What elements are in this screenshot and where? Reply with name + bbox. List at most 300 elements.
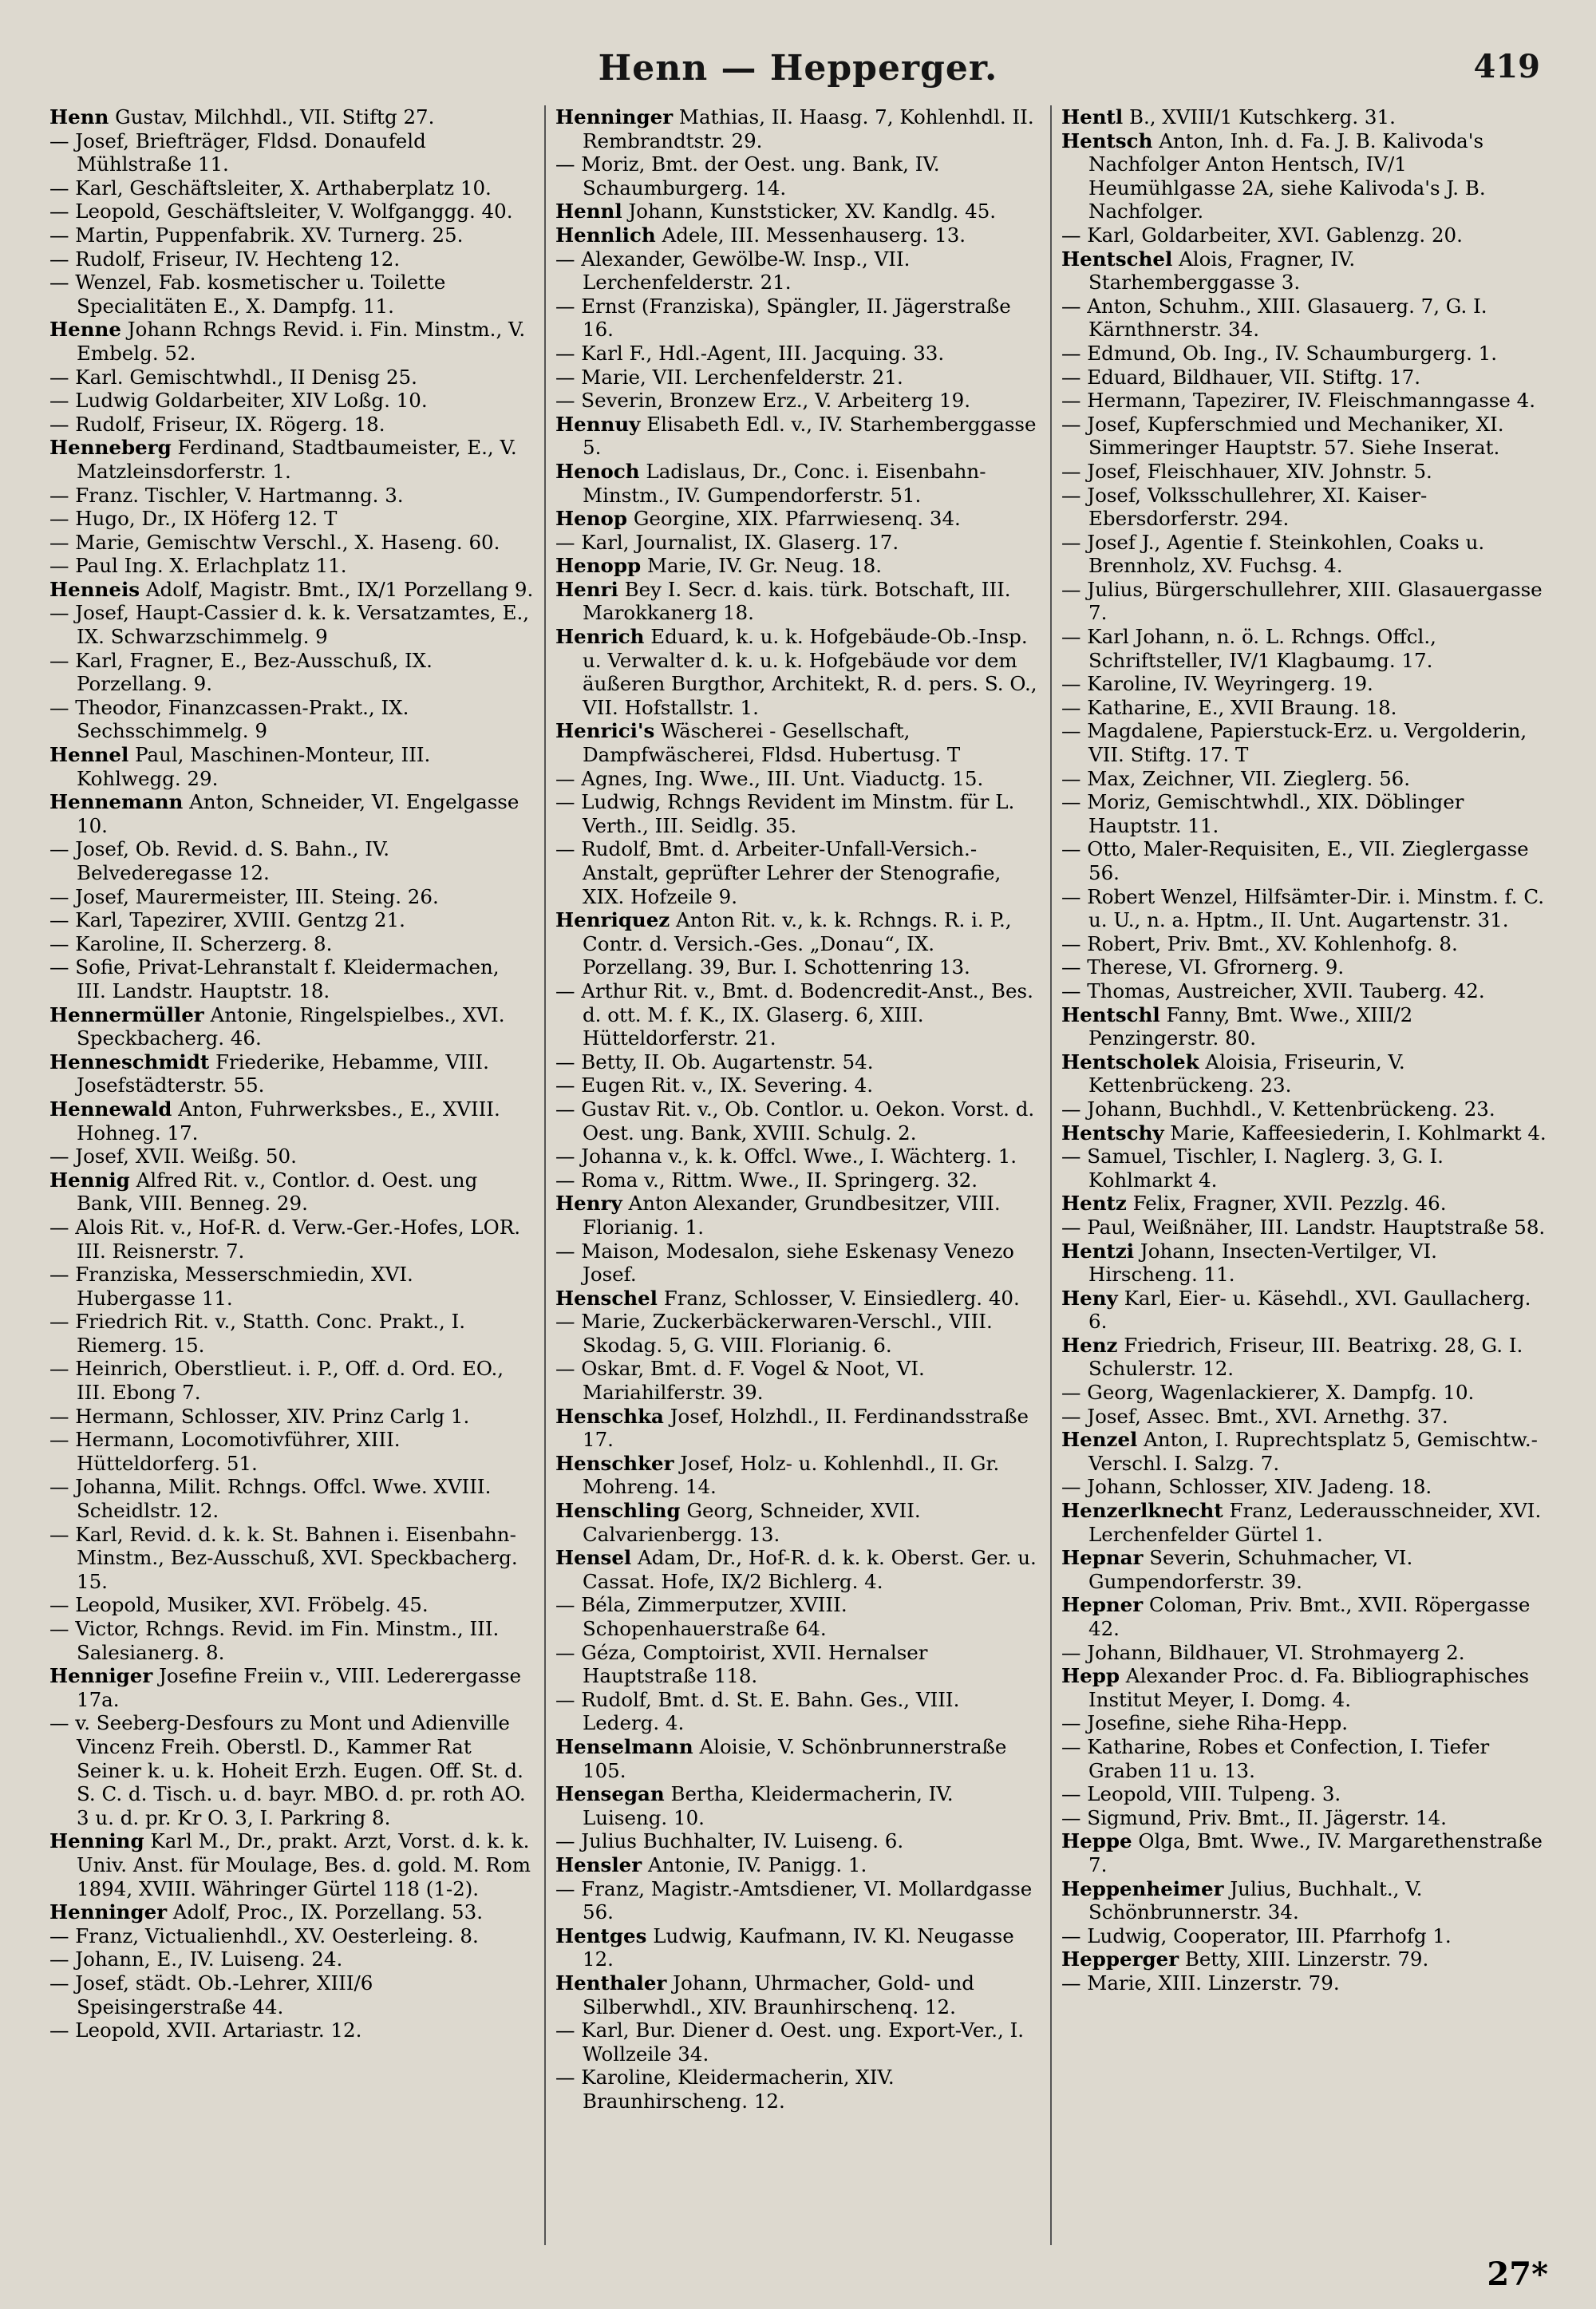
directory-entry	[1061, 1971, 1547, 1995]
directory-entry	[49, 223, 535, 247]
entry-text: — v. Seeberg-Desfours zu Mont und Adienville Vincenz Freih. Oberstl. D., Kammer Rat Seiner k. u. k. Hoheit Erzh. Eugen. Off. St. d. S. C. d. Tisch. u. d. bayr. MBO. d. pr. roth AO. 3 u. d. pr. Kr O. 3, I. Parkring 8.	[49, 1711, 526, 1829]
directory-entry	[1061, 460, 1547, 484]
entry-text: — Roma v., Rittm. Wwe., II. Springerg. 32.	[555, 1168, 978, 1192]
directory-entry	[1061, 837, 1547, 884]
directory-entry	[49, 1263, 535, 1310]
entry-surname: Hennemann	[49, 790, 184, 814]
entry-text: — Edmund, Ob. Ing., IV. Schaumburgerg. 1.	[1061, 341, 1498, 365]
entry-text: — Johann, Buchhdl., V. Kettenbrückeng. 23.	[1061, 1097, 1495, 1121]
entry-text: — Karl F., Hdl.-Agent, III. Jacquing. 33.	[555, 341, 945, 365]
directory-entry	[555, 1735, 1041, 1782]
entry-text: Adele, III. Messenhauserg. 13.	[662, 223, 966, 247]
directory-entry	[49, 1475, 535, 1522]
directory-entry	[49, 1405, 535, 1429]
directory-entry	[555, 1145, 1041, 1168]
entry-text: — Karl, Geschäftsleiter, X. Arthaberplatz 10.	[49, 176, 492, 200]
entry-surname: Henne	[49, 318, 121, 342]
directory-entry	[49, 1711, 535, 1829]
column-3	[1052, 105, 1556, 2245]
entry-text: — Ludwig, Rchngs Revident im Minstm. für L. Verth., III. Seidlg. 35.	[555, 790, 1015, 837]
directory-entry	[555, 1593, 1041, 1640]
entry-text: — Eduard, Bildhauer, VII. Stiftg. 17.	[1061, 365, 1421, 389]
entry-text: — Josef, Assec. Bmt., XVI. Arnethg. 37.	[1061, 1404, 1448, 1428]
entry-surname: Hennewald	[49, 1097, 172, 1121]
entry-text: Anton Rit. v., k. k. Rchngs. R. i. P., Contr. d. Versich.-Ges. „Donau“, IX. Porzellang. 39, Bur. I. Schottenring 13.	[583, 908, 1012, 979]
entry-text: — Rudolf, Friseur, IV. Hechteng 12.	[49, 247, 401, 271]
entry-text: — Moriz, Gemischtwhdl., XIX. Döblinger Hauptstr. 11.	[1061, 790, 1464, 837]
directory-entry	[555, 389, 1041, 413]
directory-entry	[1061, 767, 1547, 791]
entry-text: Ladislaus, Dr., Conc. i. Eisenbahn-Minstm., IV. Gumpendorferstr. 51.	[583, 459, 986, 507]
entry-surname: Henthaler	[555, 1971, 667, 1995]
directory-entry	[49, 908, 535, 932]
directory-entry	[555, 295, 1041, 342]
directory-entry	[555, 152, 1041, 200]
entry-text: Aloisie, V. Schönbrunnerstraße 105.	[583, 1734, 1007, 1782]
directory-entry	[49, 247, 535, 271]
entry-text: Felix, Fragner, XVII. Pezzlg. 46.	[1132, 1192, 1447, 1216]
page-title: Henn — Hepperger.	[598, 48, 998, 89]
entry-text: — Johanna v., k. k. Offcl. Wwe., I. Wächterg. 1.	[555, 1145, 1017, 1168]
directory-entry	[1061, 1829, 1547, 1876]
directory-entry	[555, 1499, 1041, 1546]
entry-text: Coloman, Priv. Bmt., XVII. Röpergasse 42.	[1088, 1593, 1531, 1640]
directory-entry	[1061, 247, 1547, 295]
entry-text: Anton, Schneider, VI. Engelgasse 10.	[77, 790, 519, 837]
directory-entry	[49, 1947, 535, 1971]
directory-entry	[49, 413, 535, 437]
directory-entry	[1061, 1546, 1547, 1593]
entry-surname: Henrici's	[555, 719, 655, 743]
directory-entry	[555, 1240, 1041, 1287]
entry-text: — Josef, Kupferschmied und Mechaniker, XI. Simmeringer Hauptstr. 57. Siehe Inserat.	[1061, 412, 1504, 460]
entry-text: Alfred Rit. v., Contlor. d. Oest. ung Bank, VIII. Benneg. 29.	[77, 1168, 478, 1216]
entry-surname: Hentschel	[1061, 247, 1173, 271]
entry-text: — Leopold, Musiker, XVI. Fröbelg. 45.	[49, 1593, 429, 1617]
directory-entry	[49, 1145, 535, 1168]
directory-entry	[555, 625, 1041, 719]
entry-text: Anton Alexander, Grundbesitzer, VIII. Florianig. 1.	[583, 1192, 1001, 1239]
entry-text: Marie, Kaffeesiederin, I. Kohlmarkt 4.	[1170, 1121, 1547, 1145]
entry-text: — Hermann, Locomotivführer, XIII. Hütteldorferg. 51.	[49, 1428, 401, 1475]
entry-text: — Rudolf, Bmt. d. St. E. Bahn. Ges., VIII. Lederg. 4.	[555, 1687, 960, 1735]
entry-text: Betty, XIII. Linzerstr. 79.	[1184, 1947, 1429, 1971]
entry-text: — Josef, Volksschullehrer, XI. Kaiser-Ebersdorferstr. 294.	[1061, 483, 1428, 531]
entry-surname: Henneschmidt	[49, 1050, 210, 1073]
entry-text: Johann Rchngs Revid. i. Fin. Minstm., V. Embelg. 52.	[77, 318, 526, 365]
directory-entry	[49, 389, 535, 413]
entry-text: — Alois Rit. v., Hof-R. d. Verw.-Ger.-Hofes, LOR. III. Reisnerstr. 7.	[49, 1215, 520, 1263]
directory-entry	[49, 1003, 535, 1050]
entry-text: — Oskar, Bmt. d. F. Vogel & Noot, VI. Mariahilferstr. 39.	[555, 1357, 925, 1405]
directory-entry	[1061, 1240, 1547, 1287]
entry-text: — Karoline, IV. Weyringerg. 19.	[1061, 672, 1373, 696]
entry-surname: Hensel	[555, 1546, 632, 1570]
entry-text: Antonie, IV. Panigg. 1.	[647, 1852, 867, 1876]
entry-surname: Hennermüller	[49, 1002, 204, 1026]
directory-entry	[49, 1617, 535, 1664]
directory-entry	[555, 531, 1041, 555]
entry-text: — Victor, Rchngs. Revid. im Fin. Minstm., III. Salesianerg. 8.	[49, 1617, 500, 1664]
column-2	[546, 105, 1052, 2245]
directory-entry	[49, 484, 535, 508]
directory-entry	[1061, 413, 1547, 460]
entry-text: B., XVIII/1 Kutschkerg. 31.	[1128, 105, 1396, 128]
entry-text: Antonie, Ringelspielbes., XVI. Speckbacherg. 46.	[77, 1002, 505, 1050]
entry-surname: Hensler	[555, 1852, 642, 1876]
directory-entry	[1061, 1145, 1547, 1192]
directory-entry	[49, 271, 535, 318]
page-header	[40, 48, 1556, 96]
directory-entry	[555, 1452, 1041, 1499]
directory-entry	[555, 1924, 1041, 1971]
directory-entry	[1061, 531, 1547, 578]
entry-surname: Heppenheimer	[1061, 1876, 1224, 1900]
entry-text: — Béla, Zimmerputzer, XVIII. Schopenhauerstraße 64.	[555, 1593, 847, 1640]
entry-text: — Rudolf, Friseur, IX. Rögerg. 18.	[49, 412, 385, 436]
entry-text: — Paul, Weißnäher, III. Landstr. Hauptstraße 58.	[1061, 1215, 1546, 1239]
entry-text: — Anton, Schuhm., XIII. Glasauerg. 7, G. I. Kärnthnerstr. 34.	[1061, 294, 1487, 342]
directory-entry	[555, 1192, 1041, 1239]
directory-entry	[1061, 1381, 1547, 1405]
directory-entry	[555, 1405, 1041, 1452]
entry-text: — Karl, Goldarbeiter, XVI. Gablenzg. 20.	[1061, 223, 1463, 247]
directory-entry	[1061, 1947, 1547, 1971]
directory-entry	[1061, 105, 1547, 129]
directory-entry	[555, 2018, 1041, 2066]
entry-surname: Henschker	[555, 1451, 674, 1475]
entry-text: — Wenzel, Fab. kosmetischer u. Toilette Specialitäten E., X. Dampfg. 11.	[49, 271, 446, 318]
entry-text: — Josef, Fleischhauer, XIV. Johnstr. 5.	[1061, 459, 1432, 483]
entry-text: Georg, Schneider, XVII. Calvarienbergg. 13.	[583, 1499, 921, 1546]
entry-text: Bertha, Kleidermacherin, IV. Luiseng. 10.	[583, 1782, 954, 1829]
entry-surname: Hentsch	[1061, 128, 1153, 152]
entry-text: — Rudolf, Bmt. d. Arbeiter-Unfall-Versich.-Anstalt, geprüfter Lehrer der Stenografie, XIX. Hofzeile 9.	[555, 837, 1001, 908]
entry-surname: Heny	[1061, 1286, 1118, 1310]
directory-entry	[555, 366, 1041, 389]
entry-surname: Hepnar	[1061, 1546, 1144, 1570]
directory-entry	[49, 955, 535, 1002]
entry-text: — Sofie, Privat-Lehranstalt f. Kleidermachen, III. Landstr. Hauptstr. 18.	[49, 955, 500, 1002]
directory-entry	[49, 885, 535, 909]
directory-entry	[49, 129, 535, 176]
entry-surname: Henriquez	[555, 908, 670, 932]
directory-entry	[1061, 1121, 1547, 1145]
entry-text: — Heinrich, Oberstlieut. i. P., Off. d. Ord. EO., III. Ebong 7.	[49, 1357, 504, 1405]
entry-text: — Moriz, Bmt. der Oest. ung. Bank, IV. Schaumburgerg. 14.	[555, 152, 940, 200]
entry-text: — Arthur Rit. v., Bmt. d. Bodencredit-Anst., Bes. d. ott. M. f. K., IX. Glaserg. 6, XIII. Hütteldorferstr. 21.	[555, 979, 1033, 1050]
entry-surname: Henry	[555, 1192, 622, 1216]
directory-entry	[49, 1310, 535, 1357]
entry-text: — Marie, Zuckerbäckerwaren-Verschl., VIII. Skodag. 5, G. VIII. Florianig. 6.	[555, 1310, 993, 1357]
entry-text: — Josef, städt. Ob.-Lehrer, XIII/6 Speisingerstraße 44.	[49, 1971, 373, 2018]
entry-text: Johann, Uhrmacher, Gold- und Silberwhdl., XIV. Braunhirschenq. 12.	[583, 1971, 974, 2018]
directory-entry	[49, 554, 535, 578]
entry-text: — Karl, Tapezirer, XVIII. Gentzg 21.	[49, 908, 405, 932]
entry-text: — Josef, Maurermeister, III. Steing. 26.	[49, 884, 439, 908]
entry-text: Josef, Holzhdl., II. Ferdinandsstraße 17.	[583, 1404, 1029, 1452]
entry-surname: Henning	[49, 1829, 144, 1853]
entry-text: — Karl. Gemischtwhdl., II Denisg 25.	[49, 365, 417, 389]
entry-surname: Hentl	[1061, 105, 1124, 128]
directory-entry	[555, 1310, 1041, 1357]
directory-entry	[49, 837, 535, 884]
entry-surname: Henoch	[555, 459, 640, 483]
entry-surname: Hensegan	[555, 1782, 665, 1806]
entry-surname: Henninger	[49, 1900, 168, 1924]
entry-text: Karl M., Dr., prakt. Arzt, Vorst. d. k. k. Univ. Anst. für Moulage, Bes. d. gold. M. Rom 1894, XVIII. Währinger Gürtel 118 (1-2).	[77, 1829, 531, 1900]
directory-entry	[49, 2018, 535, 2042]
entry-text: — Ernst (Franziska), Spängler, II. Jägerstraße 16.	[555, 294, 1011, 342]
directory-entry	[1061, 1877, 1547, 1924]
entry-text: — Karl, Fragner, E., Bez-Ausschuß, IX. Porzellang. 9.	[49, 648, 433, 696]
entry-text: Adolf, Magistr. Bmt., IX/1 Porzellang 9.	[145, 577, 534, 601]
entry-text: Mathias, II. Haasg. 7, Kohlenhdl. II. Rembrandtstr. 29.	[583, 105, 1034, 152]
entry-text: — Georg, Wagenlackierer, X. Dampfg. 10.	[1061, 1381, 1475, 1405]
entry-text: — Géza, Comptoirist, XVII. Hernalser Hauptstraße 118.	[555, 1640, 928, 1688]
entry-text: Josef, Holz- u. Kohlenhdl., II. Gr. Mohreng. 14.	[583, 1451, 1000, 1499]
directory-entry	[49, 1593, 535, 1617]
entry-text: — Paul Ing. X. Erlachplatz 11.	[49, 554, 347, 578]
directory-entry	[1061, 1735, 1547, 1782]
entry-text: — Johann, Bildhauer, VI. Strohmayerg 2.	[1061, 1640, 1465, 1664]
entry-text: Wäscherei - Gesellschaft, Dampfwäscherei, Fldsd. Hubertusg. T	[583, 719, 961, 767]
entry-text: — Betty, II. Ob. Augartenstr. 54.	[555, 1050, 874, 1073]
directory-entry	[1061, 1664, 1547, 1711]
directory-entry	[555, 460, 1041, 507]
directory-entry	[1061, 719, 1547, 766]
entry-surname: Henneberg	[49, 436, 172, 460]
directory-entry	[49, 1428, 535, 1475]
directory-entry	[49, 696, 535, 743]
entry-text: Anton, Inh. d. Fa. J. B. Kalivoda's Nachfolger Anton Hentsch, IV/1 Heumühlgasse 2A, siehe Kalivoda's J. B. Nachfolger.	[1088, 128, 1486, 223]
directory-entry	[555, 1287, 1041, 1311]
directory-entry	[1061, 1428, 1547, 1475]
entry-surname: Henop	[555, 507, 628, 531]
entry-surname: Henninger	[555, 105, 674, 128]
entry-text: — Julius, Bürgerschullehrer, XIII. Glasauergasse 7.	[1061, 577, 1543, 625]
directory-entry	[555, 1829, 1041, 1853]
column-1	[40, 105, 546, 2245]
directory-entry	[1061, 1003, 1547, 1050]
entry-text: — Agnes, Ing. Wwe., III. Unt. Viaductg. 15.	[555, 766, 984, 790]
directory-entry	[1061, 1216, 1547, 1240]
directory-entry	[49, 1900, 535, 1924]
entry-text: Julius, Buchhalt., V. Schönbrunnerstr. 34.	[1088, 1876, 1423, 1924]
directory-entry	[1061, 885, 1547, 932]
entry-text: — Johann, Schlosser, XIV. Jadeng. 18.	[1061, 1475, 1432, 1499]
entry-text: Elisabeth Edl. v., IV. Starhemberggasse 5.	[583, 412, 1037, 460]
entry-text: — Karl, Bur. Diener d. Oest. ung. Export-Ver., I. Wollzeile 34.	[555, 2018, 1025, 2066]
entry-surname: Henschling	[555, 1499, 681, 1523]
directory-entry	[555, 1073, 1041, 1097]
entry-text: — Therese, VI. Gfrornerg. 9.	[1061, 955, 1345, 979]
directory-entry	[1061, 342, 1547, 366]
directory-entry	[1061, 129, 1547, 223]
directory-entry	[1061, 1405, 1547, 1429]
directory-entry	[555, 1641, 1041, 1688]
entry-text: Karl, Eier- u. Käsehdl., XVI. Gaullacherg. 6.	[1088, 1286, 1531, 1334]
page-number: 419	[1473, 48, 1540, 85]
entry-surname: Hennuy	[555, 412, 641, 436]
directory-entry	[49, 649, 535, 696]
entry-text: — Josefine, siehe Riha-Hepp.	[1061, 1711, 1349, 1735]
directory-entry	[1061, 1475, 1547, 1499]
directory-entry	[49, 1829, 535, 1900]
entry-text: — Leopold, XVII. Artariastr. 12.	[49, 2018, 362, 2042]
entry-text: — Johann, E., IV. Luiseng. 24.	[49, 1947, 343, 1971]
entry-surname: Hennlich	[555, 223, 656, 247]
entry-text: — Karl, Revid. d. k. k. St. Bahnen i. Eisenbahn-Minstm., Bez-Ausschuß, XVI. Speckbacherg. 15.	[49, 1522, 518, 1593]
directory-entry	[1061, 366, 1547, 389]
directory-entry	[555, 200, 1041, 223]
entry-text: Aloisia, Friseurin, V. Kettenbrückeng. 23.	[1088, 1050, 1405, 1097]
directory-entry	[49, 200, 535, 223]
directory-entry	[49, 105, 535, 129]
directory-entry	[555, 1971, 1041, 2018]
directory-entry	[1061, 979, 1547, 1003]
entry-text: — Friedrich Rit. v., Statth. Conc. Prakt., I. Riemerg. 15.	[49, 1310, 466, 1357]
directory-entry	[555, 554, 1041, 578]
entry-text: — Josef, Briefträger, Fldsd. Donaufeld Mühlstraße 11.	[49, 128, 426, 176]
entry-text: Johann, Insecten-Vertilger, VI. Hirscheng. 11.	[1088, 1239, 1437, 1287]
entry-text: — Franziska, Messerschmiedin, XVI. Hubergasse 11.	[49, 1263, 413, 1310]
entry-text: — Gustav Rit. v., Ob. Contlor. u. Oekon. Vorst. d. Oest. ung. Bank, XVIII. Schulg. 2.	[555, 1097, 1035, 1145]
directory-entry	[555, 105, 1041, 152]
entry-text: — Hermann, Tapezirer, IV. Fleischmanngasse 4.	[1061, 389, 1536, 413]
entry-surname: Hepperger	[1061, 1947, 1179, 1971]
entry-surname: Henneis	[49, 577, 140, 601]
directory-entry	[49, 318, 535, 365]
entry-surname: Henopp	[555, 554, 642, 578]
entry-text: — Karoline, Kleidermacherin, XIV. Braunhirscheng. 12.	[555, 2066, 895, 2113]
directory-entry	[1061, 1806, 1547, 1830]
entry-surname: Hentzi	[1061, 1239, 1135, 1263]
directory-entry	[555, 979, 1041, 1050]
entry-text: Paul, Maschinen-Monteur, III. Kohlwegg. 29.	[77, 743, 431, 790]
directory-entry	[49, 436, 535, 483]
directory-entry	[49, 1664, 535, 1711]
entry-text: Josefine Freiin v., VIII. Lederergasse 17a.	[77, 1664, 522, 1711]
directory-entry	[1061, 389, 1547, 413]
entry-surname: Henn	[49, 105, 109, 128]
directory-columns	[40, 105, 1556, 2245]
entry-surname: Hennig	[49, 1168, 130, 1192]
directory-entry	[555, 342, 1041, 366]
entry-text: Georgine, XIX. Pfarrwiesenq. 34.	[633, 507, 961, 531]
entry-text: Gustav, Milchhdl., VII. Stiftg 27.	[115, 105, 435, 128]
directory-entry	[1061, 1593, 1547, 1640]
directory-entry	[1061, 223, 1547, 247]
directory-entry	[49, 366, 535, 389]
entry-surname: Henzel	[1061, 1428, 1138, 1452]
directory-entry	[1061, 672, 1547, 696]
entry-surname: Hennl	[555, 200, 622, 223]
directory-entry	[1061, 295, 1547, 342]
entry-text: — Max, Zeichner, VII. Zieglerg. 56.	[1061, 766, 1411, 790]
directory-entry	[1061, 955, 1547, 979]
entry-text: Friederike, Hebamme, VIII. Josefstädterstr. 55.	[77, 1050, 489, 1097]
directory-entry	[49, 932, 535, 956]
entry-text: — Leopold, Geschäftsleiter, V. Wolfganggg. 40.	[49, 200, 513, 223]
directory-entry	[555, 1050, 1041, 1074]
entry-text: — Maison, Modesalon, siehe Eskenasy Venezo Josef.	[555, 1239, 1014, 1287]
entry-text: — Hermann, Schlosser, XIV. Prinz Carlg 1.	[49, 1404, 470, 1428]
directory-entry	[1061, 1050, 1547, 1097]
entry-surname: Henri	[555, 577, 618, 601]
entry-text: Eduard, k. u. k. Hofgebäude-Ob.-Insp. u. Verwalter d. k. u. k. Hofgebäude vor dem äußeren Burgthor, Architekt, R. d. pers. S. O., VII. Hofstallstr. 1.	[583, 625, 1037, 719]
entry-text: — Katharine, E., XVII Braung. 18.	[1061, 695, 1397, 719]
directory-entry	[49, 176, 535, 200]
entry-text: Alois, Fragner, IV. Starhemberggasse 3.	[1088, 247, 1356, 295]
entry-text: — Josef, Ob. Revid. d. S. Bahn., IV. Belvederegasse 12.	[49, 837, 390, 884]
directory-entry	[555, 223, 1041, 247]
entry-text: Alexander Proc. d. Fa. Bibliographisches Institut Meyer, I. Domg. 4.	[1088, 1664, 1530, 1711]
directory-entry	[1061, 1097, 1547, 1121]
directory-entry	[49, 1168, 535, 1216]
directory-entry	[49, 1924, 535, 1948]
entry-surname: Hennel	[49, 743, 129, 767]
entry-text: — Sigmund, Priv. Bmt., II. Jägerstr. 14.	[1061, 1805, 1447, 1829]
entry-text: — Robert, Priv. Bmt., XV. Kohlenhofg. 8.	[1061, 931, 1458, 955]
entry-text: Anton, I. Ruprechtsplatz 5, Gemischtw.-Verschl. I. Salzg. 7.	[1088, 1428, 1538, 1475]
entry-text: — Josef, Haupt-Cassier d. k. k. Versatzamtes, E., IX. Schwarzschimmelg. 9	[49, 601, 530, 649]
entry-text: Franz, Lederausschneider, XVI. Lerchenfelder Gürtel 1.	[1088, 1499, 1542, 1546]
directory-entry	[49, 531, 535, 555]
directory-entry	[49, 1216, 535, 1263]
entry-text: — Severin, Bronzew Erz., V. Arbeiterg 19.	[555, 389, 970, 413]
entry-text: — Franz. Tischler, V. Hartmanng. 3.	[49, 483, 404, 507]
entry-surname: Henschel	[555, 1286, 658, 1310]
entry-text: Anton, Fuhrwerksbes., E., XVIII. Hohneg. 17.	[77, 1097, 500, 1145]
entry-text: — Samuel, Tischler, I. Naglerg. 3, G. I. Kohlmarkt 4.	[1061, 1145, 1444, 1192]
entry-text: — Josef J., Agentie f. Steinkohlen, Coaks u. Brennholz, XV. Fuchsg. 4.	[1061, 530, 1485, 578]
directory-entry	[555, 908, 1041, 979]
directory-entry	[1061, 484, 1547, 531]
entry-text: Adam, Dr., Hof-R. d. k. k. Oberst. Ger. u. Cassat. Hofe, IX/2 Bichlerg. 4.	[583, 1546, 1037, 1593]
directory-entry	[555, 1097, 1041, 1145]
entry-text: Fanny, Bmt. Wwe., XIII/2 Penzingerstr. 80.	[1088, 1002, 1413, 1050]
directory-entry	[1061, 932, 1547, 956]
entry-text: — Franz, Victualienhdl., XV. Oesterleing. 8.	[49, 1924, 479, 1947]
entry-surname: Hentges	[555, 1924, 647, 1947]
entry-surname: Hentschl	[1061, 1002, 1160, 1026]
entry-surname: Henschka	[555, 1404, 664, 1428]
directory-entry	[555, 1853, 1041, 1877]
directory-entry	[555, 767, 1041, 791]
directory-entry	[1061, 1641, 1547, 1665]
directory-entry	[555, 2066, 1041, 2113]
entry-text: Ferdinand, Stadtbaumeister, E., V. Matzleinsdorferstr. 1.	[77, 436, 517, 483]
entry-text: Bey I. Secr. d. kais. türk. Botschaft, III. Marokkanerg 18.	[583, 577, 1011, 625]
entry-text: — Franz, Magistr.-Amtsdiener, VI. Mollardgasse 56.	[555, 1876, 1033, 1924]
directory-entry	[555, 1877, 1041, 1924]
entry-text: Johann, Kunststicker, XV. Kandlg. 45.	[628, 200, 997, 223]
entry-surname: Henniger	[49, 1664, 153, 1688]
directory-entry	[1061, 1782, 1547, 1806]
directory-entry	[1061, 1192, 1547, 1216]
entry-text: Franz, Schlosser, V. Einsiedlerg. 40.	[663, 1286, 1020, 1310]
entry-text: Adolf, Proc., IX. Porzellang. 53.	[172, 1900, 484, 1924]
entry-text: — Magdalene, Papierstuck-Erz. u. Vergolderin, VII. Stiftg. 17. T	[1061, 719, 1527, 767]
entry-surname: Hentz	[1061, 1192, 1127, 1216]
directory-entry	[1061, 1287, 1547, 1334]
directory-entry	[1061, 625, 1547, 672]
entry-text: — Josef, XVII. Weißg. 50.	[49, 1145, 297, 1168]
entry-text: — Eugen Rit. v., IX. Severing. 4.	[555, 1073, 873, 1097]
directory-entry	[555, 1546, 1041, 1593]
directory-entry	[49, 1097, 535, 1145]
